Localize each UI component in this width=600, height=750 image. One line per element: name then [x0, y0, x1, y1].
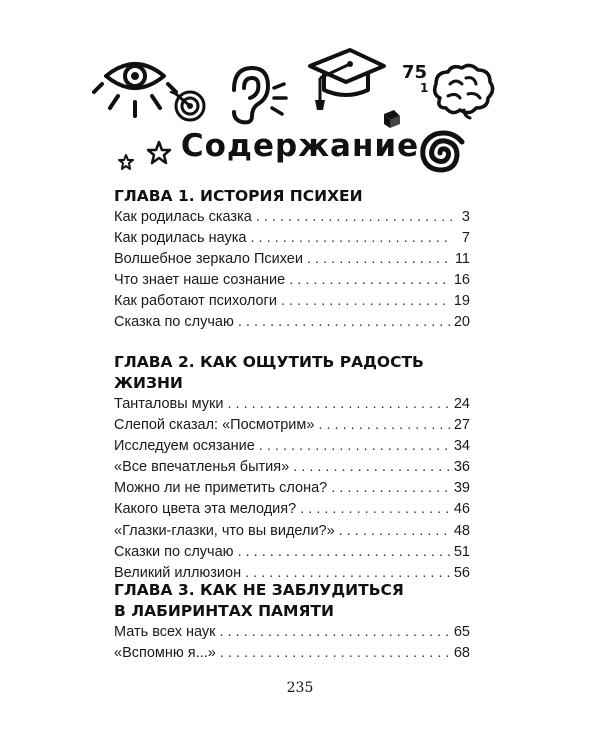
dot-leader — [331, 480, 450, 496]
toc-entry-page: 34 — [453, 438, 470, 455]
chapter-heading — [114, 601, 470, 622]
toc-entry[interactable] — [114, 293, 470, 314]
dot-leader — [318, 417, 449, 433]
toc-entry-title: Исследуем осязание — [114, 438, 255, 455]
toc-entry-page: 24 — [453, 396, 470, 412]
toc-entry-title: Какого цвета эта мелодия? — [114, 501, 297, 518]
dot-leader — [256, 209, 452, 225]
toc-entry-title: Сказка по случаю — [114, 314, 234, 331]
chapter-heading — [114, 580, 470, 601]
toc-entry-page: 39 — [453, 480, 470, 497]
dot-leader — [251, 230, 453, 246]
toc-entry-page: 11 — [454, 251, 470, 268]
graduation-cap-icon — [306, 44, 386, 114]
toc-entry[interactable] — [114, 272, 470, 293]
dot-leader — [245, 565, 450, 581]
target-icon — [172, 88, 208, 124]
numbers-doodle-text: 75 — [402, 62, 428, 83]
toc-entry-page: 19 — [453, 293, 470, 310]
toc-entry-title: Как работают психологи — [114, 293, 277, 310]
toc-entry-page: 16 — [453, 272, 470, 289]
toc-entry[interactable] — [114, 501, 470, 522]
toc-entry-page: 36 — [453, 459, 470, 476]
toc-entry-page: 56 — [453, 564, 470, 581]
toc-entry-title: Мать всех наук — [114, 624, 216, 640]
dot-leader — [259, 438, 450, 454]
dot-leader — [300, 501, 450, 517]
page-title: Содержание — [180, 128, 420, 164]
toc-entry-page: 68 — [453, 645, 470, 662]
dot-leader — [281, 293, 450, 309]
toc-entry-title: Можно ли не приметить слона? — [114, 480, 328, 497]
cube-icon — [380, 106, 404, 130]
toc-entry-title: «Глазки-глазки, что вы видели?» — [114, 522, 335, 539]
toc-entry-title: Что знает наше сознание — [114, 272, 286, 289]
toc-entry-title: Как родилась наука — [114, 230, 247, 247]
brain-icon — [430, 64, 496, 120]
dot-leader — [307, 251, 451, 267]
toc-entry[interactable] — [114, 396, 470, 417]
dot-leader — [293, 459, 450, 475]
ear-icon — [222, 64, 292, 126]
toc-entry[interactable] — [114, 523, 470, 544]
chapter-3-section — [114, 580, 470, 666]
toc-entry[interactable] — [114, 438, 470, 459]
toc-entry[interactable] — [114, 230, 470, 251]
toc-entry-title: «Все впечатленья бытия» — [114, 459, 290, 476]
chapter-heading-line-1: ГЛАВА 3. КАК НЕ ЗАБЛУДИТЬСЯ — [114, 581, 404, 599]
toc-entry[interactable] — [114, 480, 470, 501]
toc-entry[interactable] — [114, 624, 470, 645]
chapter-2-section — [114, 352, 470, 586]
toc-entry-page: 20 — [453, 314, 470, 331]
toc-entry[interactable] — [114, 251, 470, 272]
numbers-doodle-small-text: 1 — [420, 81, 429, 95]
chapter-heading: ГЛАВА 1. ИСТОРИЯ ПСИХЕИ — [114, 187, 363, 205]
toc-entry-title: «Вспомню я...» — [114, 645, 216, 662]
toc-entry-page: 7 — [461, 230, 470, 247]
toc-entry-title: Сказки по случаю — [114, 543, 234, 560]
toc-entry-title: Слепой сказал: «Посмотрим» — [114, 417, 315, 434]
eye-icon — [100, 48, 170, 122]
chapter-heading-line-2: В ЛАБИРИНТАХ ПАМЯТИ — [114, 602, 334, 620]
dot-leader — [220, 645, 450, 661]
toc-entry-title: Танталовы муки — [114, 396, 224, 412]
toc-entry-title: Великий иллюзион — [114, 564, 242, 581]
toc-entry[interactable] — [114, 417, 470, 438]
dot-leader — [339, 523, 450, 539]
toc-entry-page: 46 — [453, 501, 470, 518]
toc-entry[interactable] — [114, 209, 470, 230]
dot-leader — [228, 396, 450, 412]
toc-entry-page: 27 — [453, 417, 470, 434]
toc-entry[interactable] — [114, 544, 470, 565]
dot-leader — [238, 314, 450, 330]
toc-entry[interactable] — [114, 645, 470, 666]
toc-entry-page: 51 — [453, 543, 470, 560]
dot-leader — [220, 624, 450, 640]
toc-entry-page: 3 — [461, 209, 470, 225]
toc-entry-page: 65 — [453, 624, 470, 640]
chapter-1-section — [114, 186, 470, 336]
dot-leader — [289, 272, 450, 288]
toc-entry[interactable] — [114, 314, 470, 335]
toc-entry[interactable] — [114, 459, 470, 480]
toc-entry-page: 48 — [453, 522, 470, 539]
chapter-heading: ГЛАВА 2. КАК ОЩУТИТЬ РАДОСТЬ ЖИЗНИ — [114, 353, 424, 392]
toc-entry-title: Как родилась сказка — [114, 209, 252, 225]
page-number: 235 — [286, 680, 314, 696]
dot-leader — [238, 544, 450, 560]
toc-entry-title: Волшебное зеркало Психеи — [114, 251, 303, 268]
